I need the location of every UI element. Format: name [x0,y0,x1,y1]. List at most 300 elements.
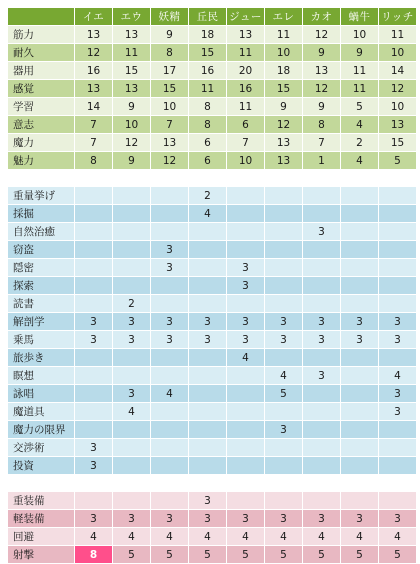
value-cell: 3 [75,457,113,475]
race-comparison-table [7,7,417,564]
value-cell [151,403,189,421]
value-cell [303,439,341,457]
value-cell: 4 [341,528,379,546]
value-cell: 8 [151,44,189,62]
spacer-cell [265,475,303,492]
value-cell [113,367,151,385]
value-cell: 5 [151,546,189,564]
value-cell [227,457,265,475]
skill-row [8,385,417,403]
value-cell [341,295,379,313]
value-cell [341,349,379,367]
value-cell: 18 [265,62,303,80]
value-cell [151,349,189,367]
value-cell: 12 [151,152,189,170]
value-cell [189,223,227,241]
value-cell [75,421,113,439]
value-cell [189,241,227,259]
value-cell [227,223,265,241]
value-cell [113,457,151,475]
value-cell: 4 [265,528,303,546]
value-cell: 10 [379,44,417,62]
value-cell: 10 [227,152,265,170]
stat-row [8,44,417,62]
value-cell [341,457,379,475]
value-cell [341,421,379,439]
value-cell: 3 [189,331,227,349]
column-header: 蝸牛 [341,8,379,26]
value-cell: 3 [189,510,227,528]
value-cell: 3 [379,331,417,349]
value-cell [265,277,303,295]
value-cell [113,421,151,439]
value-cell: 14 [379,62,417,80]
value-cell [151,187,189,205]
value-cell [227,367,265,385]
value-cell [379,241,417,259]
value-cell [113,492,151,510]
stats-table-container [7,7,417,564]
stat-row [8,116,417,134]
row-label: 投資 [8,457,75,475]
value-cell: 4 [189,528,227,546]
value-cell [303,187,341,205]
spacer-cell [113,475,151,492]
value-cell [113,223,151,241]
spacer-cell [151,475,189,492]
value-cell [75,187,113,205]
value-cell: 15 [189,44,227,62]
skill-row [8,205,417,223]
value-cell: 3 [113,313,151,331]
value-cell [265,205,303,223]
value-cell [303,492,341,510]
value-cell [189,457,227,475]
value-cell [379,349,417,367]
value-cell: 5 [189,546,227,564]
value-cell: 5 [227,546,265,564]
value-cell: 10 [341,26,379,44]
skill-row [8,223,417,241]
value-cell: 13 [75,80,113,98]
header-row [8,8,417,26]
value-cell: 10 [113,116,151,134]
value-cell [151,421,189,439]
value-cell [113,277,151,295]
value-cell: 11 [227,44,265,62]
row-label: 交渉術 [8,439,75,457]
value-cell [227,205,265,223]
value-cell [113,205,151,223]
value-cell: 9 [151,26,189,44]
value-cell [341,277,379,295]
row-label: 器用 [8,62,75,80]
value-cell: 4 [341,152,379,170]
value-cell [151,367,189,385]
value-cell: 11 [341,62,379,80]
value-cell: 3 [113,385,151,403]
value-cell [265,349,303,367]
stat-row [8,62,417,80]
row-label: 解剖学 [8,313,75,331]
value-cell: 3 [75,331,113,349]
spacer-cell [379,475,417,492]
value-cell: 9 [265,98,303,116]
value-cell: 1 [303,152,341,170]
value-cell [189,277,227,295]
spacer-cell [8,170,75,187]
value-cell: 15 [113,62,151,80]
value-cell [379,205,417,223]
value-cell [265,259,303,277]
row-label: 旅歩き [8,349,75,367]
value-cell: 16 [227,80,265,98]
value-cell [303,421,341,439]
row-label: 乗馬 [8,331,75,349]
value-cell [341,205,379,223]
value-cell: 3 [341,510,379,528]
value-cell: 11 [227,98,265,116]
row-label: 重量挙げ [8,187,75,205]
value-cell [341,403,379,421]
value-cell: 10 [379,98,417,116]
value-cell [303,241,341,259]
value-cell: 3 [303,313,341,331]
value-cell [303,457,341,475]
value-cell: 4 [303,528,341,546]
value-cell: 3 [151,313,189,331]
value-cell [189,421,227,439]
value-cell: 4 [113,528,151,546]
value-cell [379,295,417,313]
value-cell: 2 [189,187,227,205]
value-cell: 11 [265,26,303,44]
value-cell [303,385,341,403]
value-cell [265,241,303,259]
value-cell [75,295,113,313]
skill-row [8,187,417,205]
value-cell [265,403,303,421]
spacer-cell [75,170,113,187]
value-cell [341,385,379,403]
value-cell: 13 [75,26,113,44]
value-cell [379,492,417,510]
column-header: 丘民 [189,8,227,26]
value-cell: 4 [151,385,189,403]
value-cell: 3 [151,510,189,528]
column-header: リッチ [379,8,417,26]
value-cell [341,439,379,457]
skill-row [8,349,417,367]
value-cell [189,385,227,403]
value-cell: 9 [113,98,151,116]
value-cell: 5 [303,546,341,564]
value-cell: 20 [227,62,265,80]
value-cell [75,223,113,241]
column-header: エウ [113,8,151,26]
value-cell: 3 [303,223,341,241]
spacer-cell [341,170,379,187]
value-cell: 12 [75,44,113,62]
value-cell [75,259,113,277]
skill-row [8,259,417,277]
value-cell [75,205,113,223]
value-cell [379,187,417,205]
value-cell [75,492,113,510]
section-spacer [8,170,417,187]
row-label: 耐久 [8,44,75,62]
value-cell: 2 [341,134,379,152]
spacer-cell [113,170,151,187]
value-cell: 7 [151,116,189,134]
value-cell: 3 [151,331,189,349]
value-cell: 6 [227,116,265,134]
row-label: 隠密 [8,259,75,277]
skill-row [8,421,417,439]
value-cell: 5 [379,152,417,170]
value-cell: 11 [189,80,227,98]
table-body [8,26,417,564]
column-header: ジュー [227,8,265,26]
value-cell [303,205,341,223]
value-cell: 3 [227,331,265,349]
value-cell: 3 [379,313,417,331]
value-cell: 9 [303,44,341,62]
combat-row [8,510,417,528]
spacer-cell [189,475,227,492]
spacer-cell [303,475,341,492]
skill-row [8,403,417,421]
value-cell [75,367,113,385]
value-cell: 3 [303,331,341,349]
value-cell: 4 [227,349,265,367]
row-label: 重装備 [8,492,75,510]
value-cell: 9 [113,152,151,170]
value-cell: 4 [265,367,303,385]
spacer-cell [189,170,227,187]
skill-row [8,439,417,457]
row-label: 筋力 [8,26,75,44]
value-cell [303,349,341,367]
spacer-cell [75,475,113,492]
value-cell: 3 [265,331,303,349]
value-cell [75,277,113,295]
row-label: 射撃 [8,546,75,564]
value-cell [227,385,265,403]
value-cell: 3 [113,331,151,349]
value-cell [227,403,265,421]
section-spacer [8,475,417,492]
spacer-cell [151,170,189,187]
value-cell: 15 [151,80,189,98]
value-cell [189,349,227,367]
value-cell: 2 [113,295,151,313]
value-cell [113,259,151,277]
value-cell: 14 [75,98,113,116]
value-cell: 4 [189,205,227,223]
value-cell: 8 [303,116,341,134]
skill-row [8,313,417,331]
value-cell: 5 [265,385,303,403]
value-cell [379,457,417,475]
value-cell: 12 [303,80,341,98]
spacer-cell [227,170,265,187]
value-cell [265,187,303,205]
value-cell: 11 [113,44,151,62]
value-cell: 4 [379,528,417,546]
row-label: 読書 [8,295,75,313]
column-header: イエ [75,8,113,26]
row-label: 採掘 [8,205,75,223]
value-cell: 13 [265,152,303,170]
stat-row [8,98,417,116]
value-cell [189,439,227,457]
combat-row [8,546,417,564]
spacer-cell [8,475,75,492]
value-cell: 4 [379,367,417,385]
value-cell: 3 [379,403,417,421]
value-cell [151,223,189,241]
value-cell [265,457,303,475]
value-cell: 5 [113,546,151,564]
value-cell [227,492,265,510]
value-cell: 9 [341,44,379,62]
value-cell: 3 [151,259,189,277]
column-header: 妖精 [151,8,189,26]
value-cell: 13 [379,116,417,134]
value-cell: 8 [189,116,227,134]
value-cell [303,259,341,277]
spacer-cell [341,475,379,492]
value-cell: 5 [341,98,379,116]
value-cell [341,223,379,241]
value-cell [265,492,303,510]
value-cell [113,241,151,259]
value-cell [113,349,151,367]
value-cell [75,241,113,259]
value-cell: 6 [189,134,227,152]
value-cell: 16 [189,62,227,80]
value-cell [303,277,341,295]
value-cell [379,277,417,295]
value-cell: 15 [265,80,303,98]
value-cell: 3 [227,277,265,295]
combat-row [8,528,417,546]
value-cell [189,259,227,277]
value-cell: 10 [265,44,303,62]
value-cell: 16 [75,62,113,80]
value-cell: 3 [75,313,113,331]
value-cell: 13 [113,26,151,44]
value-cell [379,223,417,241]
value-cell: 3 [227,259,265,277]
column-header: エレ [265,8,303,26]
value-cell [75,349,113,367]
value-cell: 3 [75,439,113,457]
value-cell: 7 [75,134,113,152]
value-cell [265,295,303,313]
value-cell: 10 [151,98,189,116]
value-cell [151,295,189,313]
value-cell [151,205,189,223]
row-label: 探索 [8,277,75,295]
value-cell: 3 [379,510,417,528]
row-label: 窃盗 [8,241,75,259]
value-cell: 18 [189,26,227,44]
value-cell: 13 [265,134,303,152]
value-cell: 3 [189,313,227,331]
value-cell [151,277,189,295]
spacer-cell [303,170,341,187]
value-cell: 17 [151,62,189,80]
value-cell [303,403,341,421]
value-cell: 12 [265,116,303,134]
value-cell [341,367,379,385]
value-cell: 3 [341,331,379,349]
value-cell: 9 [303,98,341,116]
highlighted-value-cell: 8 [75,546,113,564]
value-cell [265,223,303,241]
value-cell: 3 [303,510,341,528]
row-label: 学習 [8,98,75,116]
stat-row [8,26,417,44]
value-cell: 7 [75,116,113,134]
value-cell: 7 [303,134,341,152]
spacer-cell [227,475,265,492]
value-cell [75,403,113,421]
value-cell [113,187,151,205]
combat-row [8,492,417,510]
value-cell: 12 [379,80,417,98]
row-label: 感覚 [8,80,75,98]
value-cell [379,439,417,457]
value-cell: 3 [151,241,189,259]
value-cell [227,295,265,313]
value-cell: 12 [113,134,151,152]
value-cell [151,439,189,457]
row-label: 回避 [8,528,75,546]
value-cell [341,259,379,277]
value-cell: 3 [341,313,379,331]
value-cell: 6 [189,152,227,170]
value-cell: 3 [265,421,303,439]
header-corner [8,8,75,26]
value-cell: 3 [189,492,227,510]
stat-row [8,152,417,170]
value-cell [227,187,265,205]
skill-row [8,295,417,313]
value-cell [227,439,265,457]
value-cell [189,367,227,385]
value-cell: 3 [265,510,303,528]
value-cell: 3 [265,313,303,331]
skill-row [8,277,417,295]
value-cell: 3 [227,510,265,528]
value-cell [341,241,379,259]
value-cell: 13 [227,26,265,44]
value-cell: 5 [265,546,303,564]
value-cell: 12 [303,26,341,44]
value-cell: 3 [379,385,417,403]
value-cell: 13 [151,134,189,152]
value-cell: 8 [75,152,113,170]
value-cell: 5 [379,546,417,564]
value-cell: 11 [341,80,379,98]
value-cell: 5 [341,546,379,564]
value-cell [341,492,379,510]
row-label: 魔力の限界 [8,421,75,439]
row-label: 軽装備 [8,510,75,528]
